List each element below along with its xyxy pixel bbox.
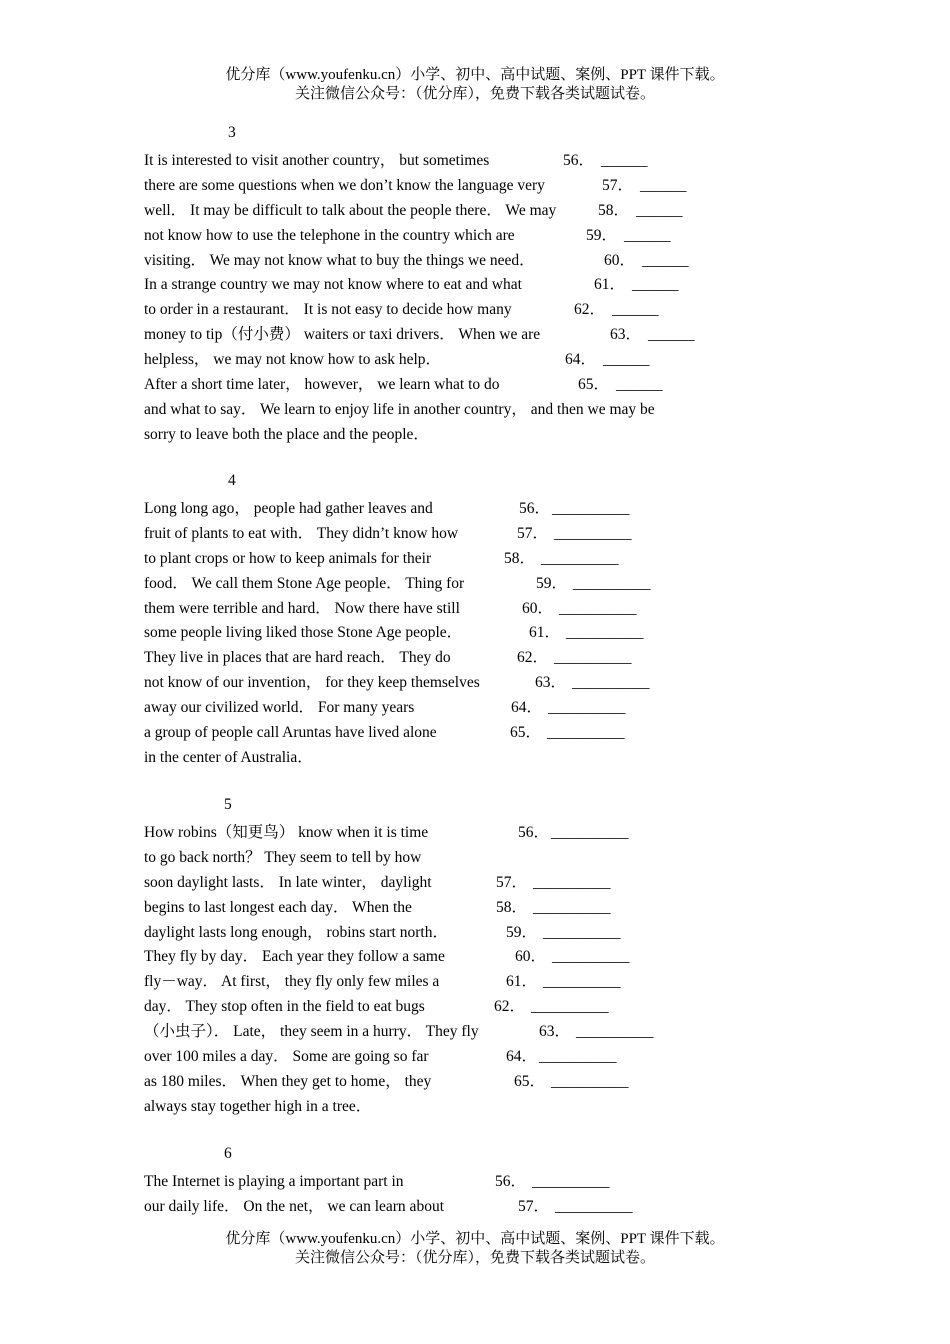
answer-number: 65．: [510, 724, 542, 742]
answer-blank[interactable]: __________: [555, 1197, 633, 1215]
text-line: helpless， we may not know how to ask help． 64． ______: [144, 348, 744, 373]
text-line: a group of people call Aruntas have lived alone 65． __________: [144, 721, 744, 746]
answer-blank[interactable]: __________: [551, 824, 629, 841]
header-line-1: 优分库（www.youfenku.cn）小学、初中、高中试题、案例、PPT 课件下载。: [225, 67, 725, 83]
text-line: How robins（知更鸟） know when it is time 56． __________: [144, 821, 744, 846]
answer-number: 56．: [495, 1173, 527, 1190]
text-line: After a short time later， however， we learn what to do 65． ______: [144, 373, 744, 398]
answer-number: 58．: [598, 201, 630, 219]
exercise-section-5: [144, 796, 744, 1120]
text-line: In a strange country we may not know where to eat and what 61． ______: [144, 273, 744, 298]
answer-number: 61．: [529, 624, 561, 642]
text-line: over 100 miles a day． Some are going so far 64． __________: [144, 1045, 744, 1070]
text-line: The Internet is playing a important part in 56． __________: [144, 1170, 744, 1195]
answer-blank[interactable]: ______: [601, 152, 648, 169]
text-line: well． It may be difficult to talk about the people there． We may 58． ______: [144, 199, 744, 224]
text-line: food． We call them Stone Age people． Thing for 59． __________: [144, 572, 744, 597]
answer-number: 59．: [536, 574, 568, 592]
text-line: They live in places that are hard reach． They do 62． __________: [144, 646, 744, 671]
answer-number: 60．: [522, 599, 554, 617]
answer-number: 57．: [496, 873, 528, 891]
answer-number: 63．: [610, 326, 642, 344]
answer-number: 62．: [574, 301, 606, 319]
answer-blank[interactable]: __________: [547, 724, 625, 742]
text-line: visiting． We may not know what to buy the things we need． 60． ______: [144, 249, 744, 274]
answer-blank[interactable]: __________: [551, 1072, 629, 1090]
text-line: fruit of plants to eat with． They didn’t know how 57． __________: [144, 522, 744, 547]
text-line: to order in a restaurant． It is not easy to decide how many 62． ______: [144, 298, 744, 323]
header-line-2: 关注微信公众号：（优分库），免费下载各类试题试卷。: [294, 86, 655, 102]
text-line: them were terrible and hard． Now there have still 60． __________: [144, 597, 744, 622]
text-line: away our civilized world． For many years 64． __________: [144, 696, 744, 721]
answer-number: 57．: [602, 176, 634, 194]
answer-blank[interactable]: __________: [533, 873, 611, 891]
text-line: as 180 miles． When they get to home， they 65． __________: [144, 1070, 744, 1095]
answer-number: 65．: [578, 376, 610, 394]
answer-blank[interactable]: __________: [566, 624, 644, 642]
answer-blank[interactable]: ______: [648, 326, 695, 344]
answer-blank[interactable]: __________: [559, 599, 637, 617]
text-line: day． They stop often in the field to eat bugs 62． __________: [144, 995, 744, 1020]
section-number: 3: [228, 124, 236, 141]
answer-number: 64．: [565, 351, 597, 369]
answer-number: 58．: [496, 898, 528, 916]
answer-number: 60．: [604, 251, 636, 269]
answer-number: 63．: [535, 674, 567, 692]
answer-number: 61．: [594, 276, 626, 294]
text-line: It is interested to visit another country， but sometimes 56． ______: [144, 149, 744, 174]
exercise-section-6: [144, 1145, 744, 1220]
page-header: [0, 66, 950, 104]
answer-blank[interactable]: ______: [636, 201, 683, 219]
answer-number: 57．: [517, 524, 549, 542]
answer-number: 63．: [539, 1023, 571, 1041]
answer-blank[interactable]: __________: [543, 923, 621, 941]
answer-blank[interactable]: ______: [612, 301, 659, 319]
answer-number: 56．: [518, 824, 550, 841]
text-line: not know how to use the telephone in the country which are 59． ______: [144, 224, 744, 249]
text-line: money to tip（付小费） waiters or taxi drivers． When we are 63． ______: [144, 323, 744, 348]
answer-blank[interactable]: __________: [552, 500, 630, 517]
answer-blank[interactable]: __________: [576, 1023, 654, 1041]
text-line: （小虫子）． Late， they seem in a hurry． They fly 63． __________: [144, 1020, 744, 1045]
text-line: our daily life． On the net， we can learn about 57． __________: [144, 1195, 744, 1220]
text-line: and what to say． We learn to enjoy life in another country， and then we may be: [144, 400, 655, 418]
answer-number: 58．: [504, 549, 536, 567]
text-line: some people living liked those Stone Age people． 61． __________: [144, 621, 744, 646]
text-line: always stay together high in a tree．: [144, 1097, 372, 1115]
answer-number: 59．: [506, 923, 538, 941]
answer-blank[interactable]: __________: [573, 574, 651, 592]
answer-blank[interactable]: __________: [552, 948, 630, 966]
text-line: to go back north？ They seem to tell by how: [144, 848, 422, 866]
answer-number: 64．: [506, 1048, 538, 1066]
text-line: They fly by day． Each year they follow a same 60． __________: [144, 945, 744, 970]
answer-blank[interactable]: ______: [616, 376, 663, 394]
answer-blank[interactable]: __________: [533, 898, 611, 916]
answer-number: 56．: [563, 152, 595, 169]
footer-line-2: 关注微信公众号：（优分库），免费下载各类试题试卷。: [294, 1250, 655, 1266]
text-line: fly－way． At first， they fly only few miles a 61． __________: [144, 970, 744, 995]
answer-number: 65．: [514, 1072, 546, 1090]
text-line: to plant crops or how to keep animals for their 58． __________: [144, 547, 744, 572]
answer-blank[interactable]: ______: [642, 251, 689, 269]
section-number: 4: [228, 472, 236, 489]
answer-number: 64．: [511, 699, 543, 717]
answer-blank[interactable]: __________: [541, 549, 619, 567]
text-line: daylight lasts long enough， robins start north． 59． __________: [144, 921, 744, 946]
page-footer: [0, 1230, 950, 1268]
answer-blank[interactable]: __________: [572, 674, 650, 692]
answer-blank[interactable]: __________: [548, 699, 626, 717]
answer-number: 62．: [517, 649, 549, 667]
text-line: sorry to leave both the place and the people．: [144, 425, 429, 443]
text-line: begins to last longest each day． When the 58． __________: [144, 896, 744, 921]
answer-number: 62．: [494, 998, 526, 1016]
footer-line-1: 优分库（www.youfenku.cn）小学、初中、高中试题、案例、PPT 课件下载。: [225, 1231, 725, 1247]
answer-number: 61．: [506, 973, 538, 991]
section-number: 6: [224, 1145, 232, 1162]
text-line: soon daylight lasts． In late winter， daylight 57． __________: [144, 871, 744, 896]
answer-blank[interactable]: ______: [603, 351, 650, 369]
text-line: in the center of Australia．: [144, 748, 313, 766]
answer-blank[interactable]: __________: [539, 1048, 617, 1066]
text-line: not know of our invention， for they keep themselves 63． __________: [144, 671, 744, 696]
answer-number: 60．: [515, 948, 547, 966]
answer-blank[interactable]: __________: [532, 1173, 610, 1190]
text-line: Long long ago， people had gather leaves and 56． __________: [144, 497, 744, 522]
answer-blank[interactable]: __________: [554, 649, 632, 667]
answer-blank[interactable]: __________: [531, 998, 609, 1016]
text-line: there are some questions when we don’t know the language very 57． ______: [144, 174, 744, 199]
answer-blank[interactable]: ______: [624, 226, 671, 244]
answer-number: 56．: [519, 500, 551, 517]
exercise-section-4: [144, 472, 744, 771]
answer-blank[interactable]: ______: [632, 276, 679, 294]
answer-number: 59．: [586, 226, 618, 244]
answer-blank[interactable]: ______: [640, 176, 687, 194]
exercise-section-3: [144, 124, 744, 448]
answer-number: 57．: [518, 1197, 550, 1215]
section-number: 5: [224, 796, 232, 813]
answer-blank[interactable]: __________: [543, 973, 621, 991]
answer-blank[interactable]: __________: [554, 524, 632, 542]
